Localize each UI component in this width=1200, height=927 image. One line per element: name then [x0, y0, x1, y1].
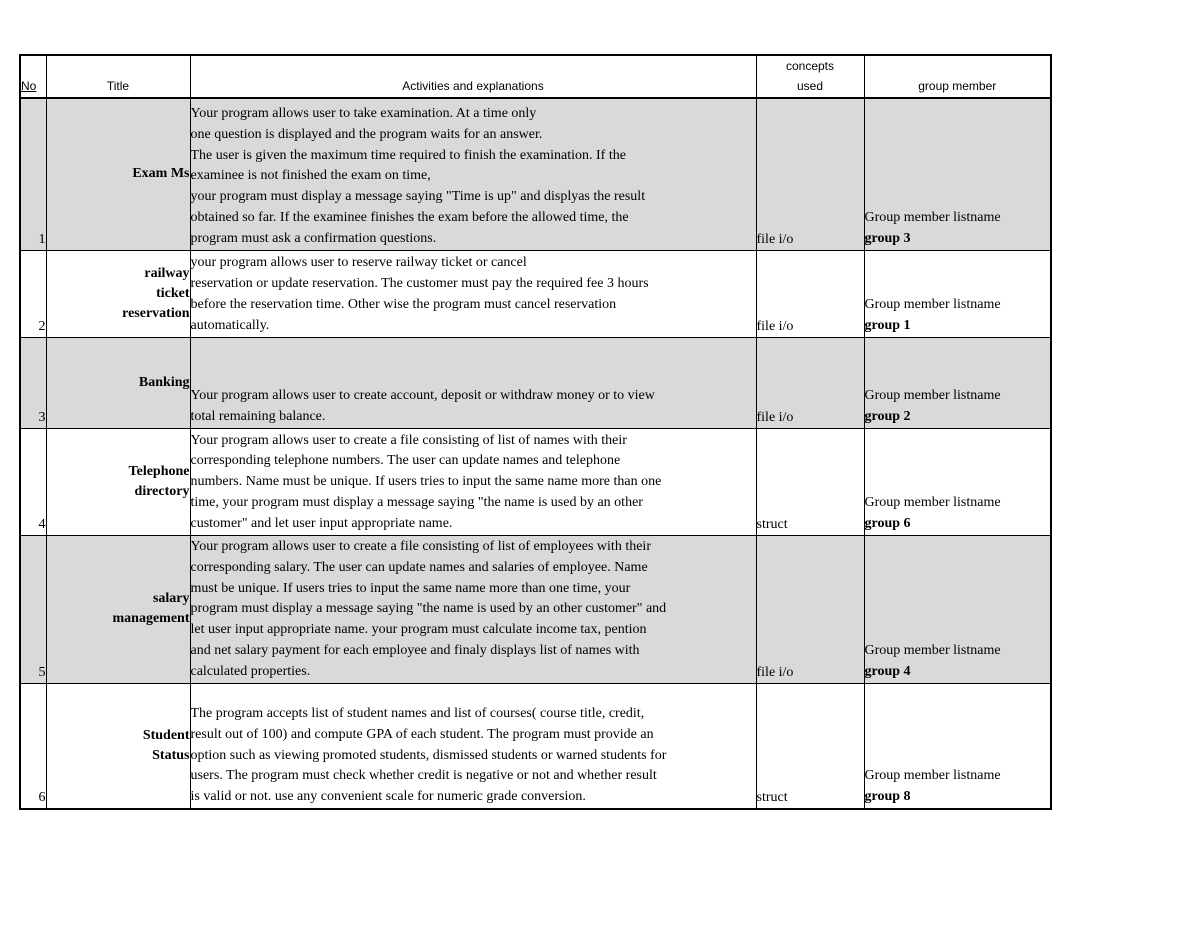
activity-line: one question is displayed and the program waits for an answer. [190, 126, 543, 142]
row-group [864, 98, 1051, 250]
activity-line: Your program allows user to create a file consisting of list of employees with their [190, 538, 651, 554]
group-name: group 2 [864, 408, 911, 424]
row-concepts: file i/o [756, 250, 864, 337]
table-row [20, 428, 1051, 535]
row-title [46, 250, 190, 337]
activity-line: obtained so far. If the examinee finishes the exam before the allowed time, the [190, 209, 629, 225]
activity-line: calculated properties. [190, 663, 311, 679]
activity-line: Your program allows user to create a file consisting of list of names with their [190, 432, 627, 448]
row-title [46, 535, 190, 683]
activity-line: and net salary payment for each employee and finaly displays list of names with [190, 642, 640, 658]
activity-line: time, your program must display a message saying "the name is used by an other [190, 494, 643, 510]
group-name: group 4 [864, 663, 911, 679]
row-title-line: reservation [122, 305, 190, 321]
activity-line: let user input appropriate name. your program must calculate income tax, pention [190, 622, 647, 638]
group-name: group 6 [864, 515, 911, 531]
row-activity [190, 337, 756, 428]
row-title-line: Telephone [128, 463, 190, 479]
activity-line: option such as viewing promoted students, dismissed students or warned students for [190, 747, 667, 763]
group-member-list: Group member listname [864, 642, 1001, 658]
row-title-line: management [112, 611, 190, 626]
row-title-line: Banking [138, 374, 190, 390]
row-title [46, 683, 190, 809]
activity-line: corresponding salary. The user can update names and salaries of employee. Name [190, 559, 648, 575]
activity-line: result out of 100) and compute GPA of each student. The program must provide an [190, 726, 654, 742]
row-title [46, 337, 190, 428]
activity-line: must be unique. If users tries to input the same name more than one time, your [190, 580, 631, 596]
group-member-list: Group member listname [864, 296, 1001, 312]
row-activity [190, 535, 756, 683]
activity-line: numbers. Name must be unique. If users tries to input the same name more than one [190, 474, 662, 490]
activity-line: Your program allows user to create account, deposit or withdraw money or to view [190, 387, 655, 403]
row-concepts: struct [756, 683, 864, 809]
activity-line: Your program allows user to take examination. At a time only [190, 105, 537, 121]
group-member-list: Group member listname [864, 494, 1001, 510]
header-concepts: concepts used [756, 55, 864, 98]
row-number: 5 [20, 535, 46, 683]
group-name: group 1 [864, 317, 911, 333]
activity-line: automatically. [190, 317, 270, 333]
row-title-line: railway [144, 265, 190, 281]
row-title-line: ticket [156, 285, 190, 301]
row-activity [190, 683, 756, 809]
header-group: group member [864, 55, 1051, 98]
activity-line: The program accepts list of student names and list of courses( course title, credit, [190, 706, 645, 722]
table-row [20, 250, 1051, 337]
row-number: 1 [20, 98, 46, 250]
group-name: group 3 [864, 230, 911, 246]
activity-line: program must ask a confirmation questions. [190, 230, 437, 246]
header-row [20, 55, 1051, 98]
row-title [46, 98, 190, 250]
group-member-list: Group member listname [864, 387, 1001, 403]
group-name: group 8 [864, 789, 911, 805]
row-title-line: Exam Ms [132, 166, 190, 182]
row-title-line: salary [152, 591, 190, 606]
row-number: 4 [20, 428, 46, 535]
header-no: No [20, 55, 46, 98]
row-title-line: Student [142, 727, 190, 743]
activity-line: total remaining balance. [190, 408, 326, 424]
row-title [46, 428, 190, 535]
group-member-list: Group member listname [864, 768, 1001, 784]
activity-line: customer" and let user input appropriate name. [190, 515, 453, 531]
row-number: 3 [20, 337, 46, 428]
activity-line: corresponding telephone numbers. The user can update names and telephone [190, 453, 621, 469]
row-title-line: Status [152, 747, 190, 763]
activity-line: The user is given the maximum time required to finish the examination. If the [190, 147, 626, 163]
row-concepts: file i/o [756, 98, 864, 250]
row-activity [190, 250, 756, 337]
activity-line: before the reservation time. Other wise the program must cancel reservation [190, 296, 617, 312]
header-title: Title [46, 55, 190, 98]
table-row [20, 337, 1051, 428]
table-row [20, 98, 1051, 250]
activity-line: your program allows user to reserve railway ticket or cancel [190, 255, 527, 271]
row-group [864, 428, 1051, 535]
row-group [864, 250, 1051, 337]
row-activity [190, 428, 756, 535]
activity-line: your program must display a message saying "Time is up" and displyas the result [190, 189, 646, 205]
activity-line: is valid or not. use any convenient scale for numeric grade conversion. [190, 789, 586, 805]
table-row [20, 683, 1051, 809]
activity-line: program must display a message saying "the name is used by an other customer" and [190, 601, 667, 617]
row-title-line: directory [134, 483, 190, 499]
row-activity [190, 98, 756, 250]
header-activities: Activities and explanations [190, 55, 756, 98]
project-table [19, 54, 1052, 810]
table-row [20, 535, 1051, 683]
activity-line: reservation or update reservation. The customer must pay the required fee 3 hours [190, 276, 649, 292]
row-group [864, 683, 1051, 809]
row-group [864, 535, 1051, 683]
activity-line: examinee is not finished the exam on time, [190, 168, 431, 184]
row-concepts: file i/o [756, 535, 864, 683]
row-concepts: file i/o [756, 337, 864, 428]
row-group [864, 337, 1051, 428]
row-number: 2 [20, 250, 46, 337]
row-number: 6 [20, 683, 46, 809]
group-member-list: Group member listname [864, 209, 1001, 225]
activity-line: users. The program must check whether credit is negative or not and whether result [190, 768, 657, 784]
row-concepts: struct [756, 428, 864, 535]
